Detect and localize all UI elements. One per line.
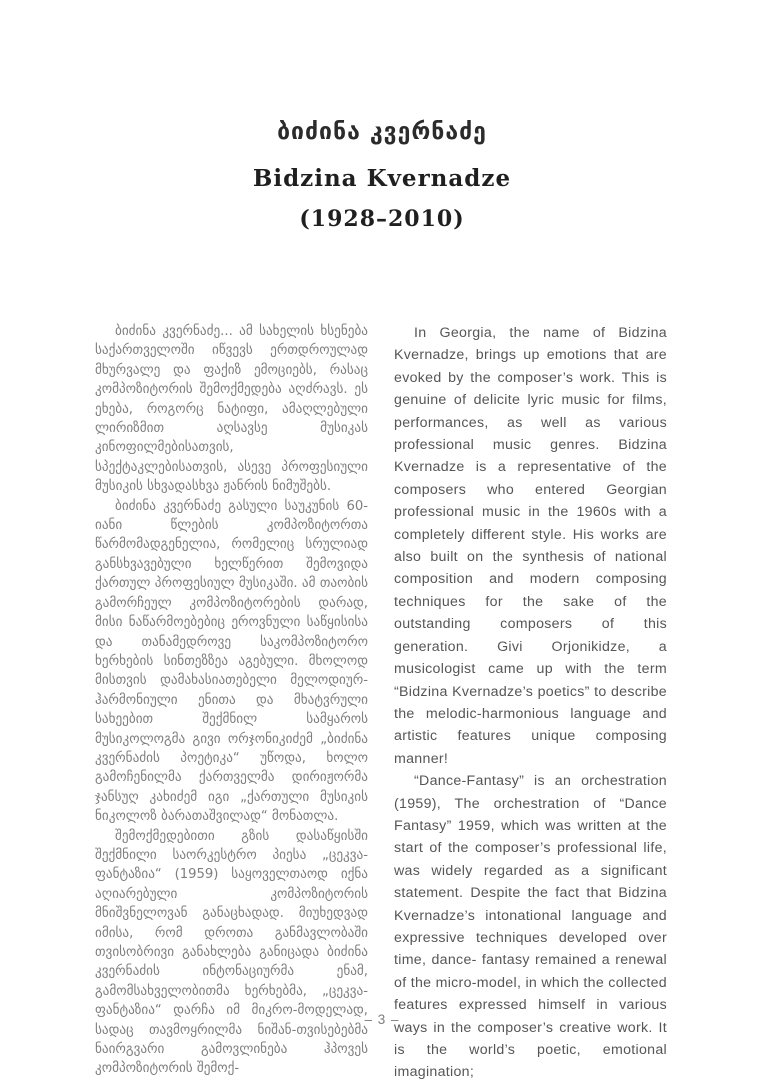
english-paragraph-1: In Georgia, the name of Bidzina Kvernadze, brings up emotions that are evoked by the composer’s work. This is genuine of delicite lyric music for films, performances, as well as various professional music genres. Bidzina Kvernadze is a representative of the composers who entered Georgian professional music in the 1960s with a completely different style. His works are also built on the synthesis of national composition and modern composing techniques for the sake of the outstanding composers of this generation. Givi Orjonikidze, a musicologist came up with the term “Bidzina Kvernadze’s poetics” to describe the melodic-harmonious language and artistic features unique composing manner! xyxy=(394,325,667,767)
page-title-latin: Bidzina Kvernadze xyxy=(252,165,512,192)
english-paragraph-2: “Dance-Fantasy” is an orchestration (1959), The orchestration of “Dance Fantasy” 1959, which was written at the start of the composer’s professional life, was widely regarded as a significant statement. Despite the fact that Bidzina Kvernadze’s intonational language and expressive techniques developed over time, dance- fantasy remained a renewal of the micro-model, in which the collected features expressed himself in various ways in the composer’s creative work. It is the world’s poetic, emotional imagination; xyxy=(394,773,667,1080)
two-column-body xyxy=(95,322,667,1080)
georgian-paragraph-3: შემოქმედებითი გზის დასაწყისში შექმნილი საორკესტრო პიესა „ცეკვა-ფანტაზია“ (1959) საყოველთაოდ იქნა აღიარებული კომპოზიტორის მნიშვნელოვან განაცხადად. მიუხედვად იმისა, რომ დროთა განმავლობაში თვისობრივი განახლება განიცადა ბიძინა კვერნაძის ინტონაციურმა ენამ, გამომსახველობითმა ხერხებმა, „ცეკვა- ფანტაზია“ დარჩა იმ მიკრო-მოდელად, სადაც თავმოყრილმა ნიშან-თვისებებმა ნაირგვარი გამოვლინება ჰპოვეს კომპოზიტორის შემოქ- xyxy=(95,828,368,1077)
georgian-paragraph-2: ბიძინა კვერნაძე გასული საუკუნის 60-იანი წლების კომპოზიტორთა წარმომადგენელია, რომელიც სრულიად განსხვავებული ხელწერით შემოვიდა ქართულ პროფესიულ მუსიკაში. ამ თაობის გამორჩეულ კომპოზიტორების დარად, მისი ნაწარმოებებიც ეროვნული საწყისისა და თანამედროვე საკომპოზიტორო ხერხების სინთეზზეა აგებული. მხოლოდ მისთვის დამახასიათებელი მელოდიურ-ჰარმონიული ენითა და მხატვრული სახეებით შექმნილ სამყაროს მუსიკოლოგმა გივი ორჯონიკიძემ „ბიძინა კვერნაძის პოეტიკა“ უწოდა, ხოლო გამოჩენილმა ქართველმა დირიჟორმა ჯანსუღ კახიძემ იგი „ქართული მუსიკის ნიკოლოზ ბარათაშვილად“ მონათლა. xyxy=(95,498,368,825)
english-text-column xyxy=(394,322,667,1080)
georgian-paragraph-1: ბიძინა კვერნაძე... ამ სახელის ხსენება საქართველოში იწვევს ერთდროულად მხურვალე და ფაქიზ ემოციებს, რასაც კომპოზიტორის შემოქმედება აღძრავს. ეს ეხება, როგორც ნატიფი, ამაღლებული ლირიზმით აღსავსე მუსიკას კინოფილმებისათვის, სპექტაკლებისათვის, ასევე პროფესიული მუსიკის სხვადასხვა ჟანრის ნიმუშებს. xyxy=(95,324,368,495)
georgian-text-column xyxy=(95,322,368,1080)
page-number: – 3 – xyxy=(364,1012,400,1027)
page-title-years: (1928–2010) xyxy=(299,206,465,232)
page-title-georgian: ბიძინა კვერნაძე xyxy=(277,119,487,145)
